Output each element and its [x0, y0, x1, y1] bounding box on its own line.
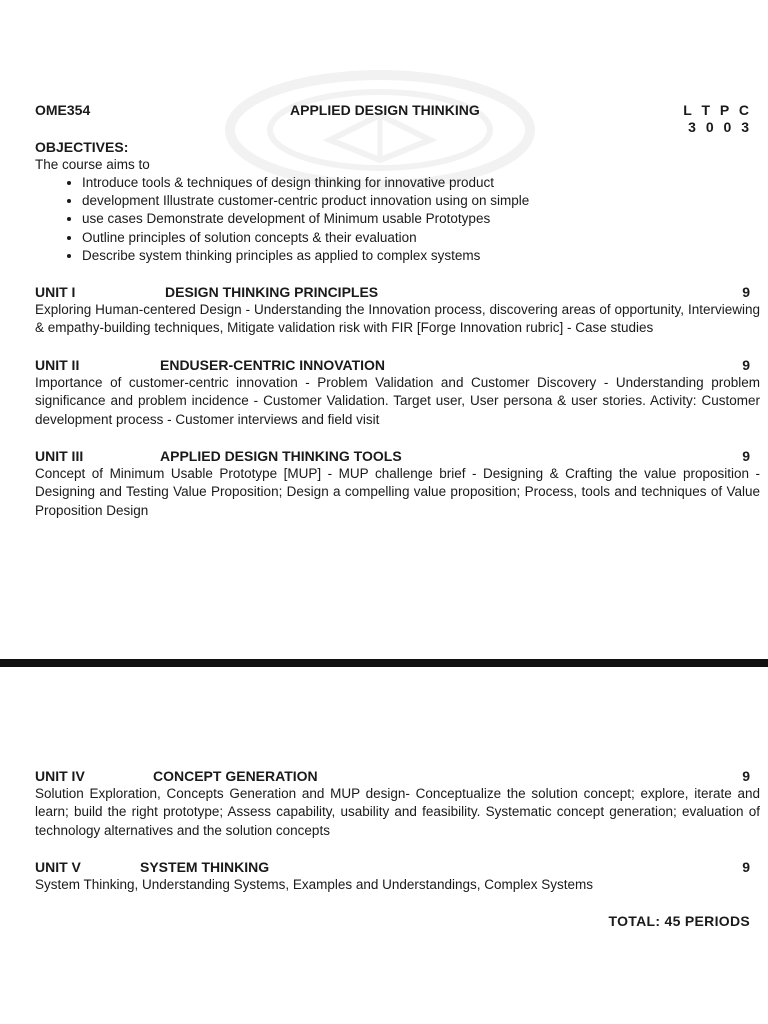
unit-description: Solution Exploration, Concepts Generation and MUP design- Conceptualize the solution concept; explore, iterate and learn; build the right prototype; Assess capability, usability and feasibility. Systematic concept generation; evaluation of technology alternatives and the solution concepts: [35, 786, 760, 838]
unit-title: SYSTEM THINKING: [140, 859, 270, 876]
syllabus-page-1: [35, 102, 760, 520]
unit-description: System Thinking, Understanding Systems, Examples and Understandings, Complex Systems: [35, 877, 594, 893]
unit-header: [35, 283, 760, 301]
list-item: • Introduce tools & techniques of design thinking for innovative product: [82, 174, 760, 192]
unit-header: [35, 356, 760, 374]
unit-title: ENDUSER-CENTRIC INNOVATION: [160, 356, 386, 373]
unit-hours: 9: [742, 284, 750, 301]
unit-2: [35, 356, 760, 429]
total-periods: TOTAL: 45 PERIODS: [608, 912, 750, 929]
course-title: APPLIED DESIGN THINKING: [290, 102, 480, 118]
unit-header: [35, 767, 760, 785]
unit-header: [35, 858, 760, 876]
unit-number: UNIT V: [35, 859, 81, 876]
unit-hours: 9: [742, 859, 750, 876]
unit-title: APPLIED DESIGN THINKING TOOLS: [160, 448, 402, 465]
course-code: OME354: [35, 102, 91, 118]
unit-hours: 9: [742, 448, 750, 465]
unit-number: UNIT III: [35, 448, 84, 465]
page-divider: [0, 659, 768, 667]
objectives-intro: The course aims to: [35, 157, 150, 172]
list-item: • Describe system thinking principles as applied to complex systems: [82, 247, 760, 265]
unit-title: CONCEPT GENERATION: [153, 768, 318, 784]
unit-4: [35, 767, 760, 840]
objectives-list: [35, 174, 760, 265]
unit-1: [35, 283, 760, 338]
unit-3: [35, 447, 760, 520]
unit-description: Importance of customer-centric innovation - Problem Validation and Customer Discovery - Understanding problem significance and problem incidence - Customer Validation. Target user, User persona & user stories. Activity: Customer development process - Customer interviews and field visit: [35, 374, 760, 427]
course-header: [35, 102, 760, 138]
unit-description: Exploring Human-centered Design - Understanding the Innovation process, discovering areas of opportunity, Interviewing & empathy-building techniques, Mitigate validation risk with FIR [Forge Innovation rubric] - Case studies: [35, 302, 760, 336]
unit-number: UNIT IV: [35, 768, 85, 784]
unit-hours: 9: [742, 768, 750, 784]
unit-number: UNIT I: [35, 284, 76, 301]
unit-number: UNIT II: [35, 356, 80, 373]
objectives-heading: OBJECTIVES:: [35, 139, 129, 155]
ltpc-labels: L T P C: [683, 102, 752, 118]
ltpc-block: [683, 102, 752, 136]
unit-5: [35, 858, 760, 894]
ltpc-values: 3 0 0 3: [688, 119, 752, 135]
unit-header: [35, 447, 760, 465]
unit-title: DESIGN THINKING PRINCIPLES: [165, 284, 379, 301]
unit-hours: 9: [742, 356, 750, 373]
list-item: • use cases Demonstrate development of Minimum usable Prototypes: [82, 210, 760, 228]
syllabus-page-2: [35, 767, 760, 929]
list-item: • Outline principles of solution concepts & their evaluation: [82, 229, 760, 247]
unit-description: Concept of Minimum Usable Prototype [MUP] - MUP challenge brief - Designing & Crafting the value proposition - Designing and Testing Value Proposition; Design a compelling value proposition; Process, tools and techniques of Value Proposition Design: [35, 466, 760, 518]
list-item: • development Illustrate customer-centric product innovation using on simple: [82, 192, 760, 210]
